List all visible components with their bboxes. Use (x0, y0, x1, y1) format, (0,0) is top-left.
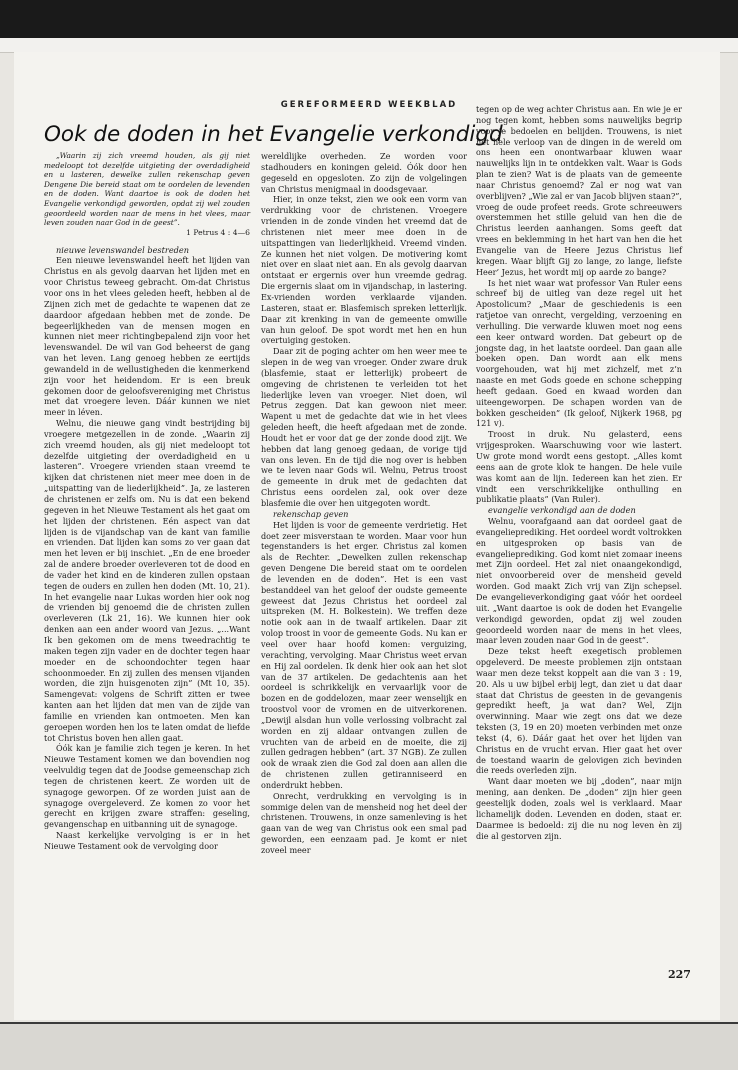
paragraph: wereldlijke overheden. Ze worden voor stadhouders en koningen geleid. Óók door hen gegeseld en opgesloten. Zo zijn de volgelingen van Christus menigmaal in doodsgevaar. (261, 151, 467, 194)
column-2 (261, 151, 467, 856)
scan-border-top (0, 0, 738, 38)
paragraph: Onrecht, verdrukking en vervolging is in sommige delen van de mensheid nog het deel der christenen. Trouwens, in onze samenleving is het gaan van de weg van Christus ook een smal pad geworden, een eenzaam pad. Je komt er niet zoveel meer (261, 790, 467, 855)
paragraph: Het lijden is voor de gemeente verdrietig. Het doet zeer misverstaan te worden. Maar voor hun tegenstanders is het erger. Christus zal komen als de Rechter. „Dewelken zullen rekenschap geven Dengene Die bereid staat om te oordelen de levenden en de doden”. Het is een vast bestanddeel van het geloof der oudste gemeente geweest dat Jezus Christus het oordeel zal uitspreken (M. H. Bolkestein). We treffen deze notie ook aan in de twaalf artikelen. Daar zit volop troost in voor de gemeente Gods. Nu kan er veel over haar hoofd komen: verguizing, verachting, vervolging. Maar Christus weet ervan en Hij zal oordelen. Ik denk hier ook aan het slot van de 37 artikelen. De gedachtenis aan het oordeel is schrikkelijk en vervaarlijk voor de bozen en de goddelozen, maar zeer wenselijk en troostvol voor de vromen en de uitverkorenen. „Dewijl alsdan hun volle verlossing volbracht zal worden en zij aldaar ontvangen zullen de vruchten van de arbeid en de moeite, die zij zullen gedragen hebben” (art. 37 NGB). Ze zullen ook de wraak zien die God zal doen aan allen die de christenen zullen getiranniseerd en onderdrukt hebben. (261, 519, 467, 790)
subheading: evangelie verkondigd aan de doden (488, 505, 636, 516)
paragraph: Is het niet waar wat professor Van Ruler eens schreef bij de uitleg van deze regel uit het Apostolicum? „Maar de geschiedenis is een ratjetoe van onrecht, vergelding, verzoening en verhulling. Die verwarde kluwen moet nog eens een keer ontward worden. Dat gebeurt op de jongste dag, in het laatste oordeel. Dan gaan alle boeken open. Dan wordt aan elk mens voorgehouden, wat hij met zichzelf, met z’n naaste en met Gods goede en schone schepping heeft gedaan. Goed en kwaad worden dan uiteengeworpen. De schapen worden van de bokken gescheiden” (Ik geloof, Nijkerk 1968, pg 121 v). (476, 277, 682, 429)
paragraph: Welnu, voorafgaand aan dat oordeel gaat de evangelieprediking. Het oordeel wordt voltrokken en uitgesproken op basis van de evangelieprediking. God komt niet zomaar ineens met Zijn oordeel. Het zal niet onaangekondigd, niet onvoorbereid over de mensheid geveld worden. God maakt Zich vrij van Zijn schepsel. De evangelieverkondiging gaat vóór het oordeel uit. „Want daartoe is ook de doden het Evangelie verkondigd geworden, opdat zij wel zouden geoordeeld worden naar de mens in het vlees, maar leven zouden naar God in de geest”. (476, 516, 682, 646)
paragraph: Welnu, die nieuwe gang vindt bestrijding bij vroegere metgezellen in de zonde. „Waarin zij zich vreemd houden, als gij niet medeloopt tot dezelfde uitgieting der overdadigheid en u lasteren”. Vroegere vrienden staan vreemd te kijken dat christenen niet meer mee doen in de „uitspatting van de liederlijkheid”. Ja, ze lasteren de christenen er zelfs om. Nu is dat een bekend gegeven in het Nieuwe Testament als het gaat om het lijden der christenen. Eén aspect van dat lijden is de vijandschap van de kant van familie en vrienden. Dat lijden kan soms zo ver gaan dat men het leven er bij inschiet. „En de ene broeder zal de andere broeder overleveren tot de dood en de vader het kind en de kinderen zullen opstaan tegen de ouders en zullen hen doden (Mt. 10, 21). In het evangelie naar Lukas worden hier ook nog de vrienden bij genoemd die de christen zullen overleveren (Lk 21, 16). We kunnen hier ook denken aan een ander woord van Jezus. „...Want Ik ben gekomen om de mens tweedrachtig te maken tegen zijn vader en de dochter tegen haar moeder en de schoondochter tegen haar schoonmoeder. En zij zullen des mensen vijanden worden, die zijn huisgenoten zijn” (Mt 10, 35). Samengevat: volgens de Schrift zitten er twee kanten aan het lijden dat men van de zijde van familie en vrienden kan ontmoeten. Men kan geroepen worden hen los te laten omdat de liefde tot Christus boven hen allen gaat. (44, 418, 250, 743)
epigraph-reference: 1 Petrus 4 : 4—6 (186, 227, 250, 237)
article-title: Ook de doden in het Evangelie verkondigd (44, 122, 503, 147)
epigraph: „Waarin zij zich vreemd houden, als gij niet medeloopt tot dezelfde uitgieting der overdadigheid en u lasteren, dewelke zullen rekenschap geven Dengene Die bereid staat om te oordelen de levenden en de doden. Want daartoe is ook de doden het Evangelie verkondigd geworden, opdat zij wel zouden geoordeeld worden naar de mens in het vlees, maar leven zouden naar God in de geest”. (44, 151, 250, 228)
running-head: GEREFORMEERD WEEKBLAD (280, 100, 458, 110)
column-1 (44, 151, 250, 852)
page-number: 227 (668, 968, 691, 981)
paragraph: Een nieuwe levenswandel heeft het lijden van Christus en als gevolg daarvan het lijden met en voor Christus teweeg gebracht. Om-dat Christus voor ons in het vlees geleden heeft, hebben al de Zijnen zich met de gedachte te wapenen dat ze daardoor afgedaan hebben met de zonde. De begeerlijkheden van de mensen mogen en kunnen niet meer richtingbepalend zijn voor het levenswandel. De wil van God beheerst de gang van het leven. Lang genoeg hebben ze eertijds gewandeld in de wellustigheden die kenmerkend zijn voor het heidendom. Er is een breuk gekomen door de geloofsvereniging met Christus met dat vroegere leven. Dáár kunnen we niet meer in léven. (44, 255, 250, 418)
paragraph: Daar zit de poging achter om hen weer mee te slepen in de weg van vroeger. Onder zware druk (blasfemie, staat er letterlijk) probeert de omgeving de christenen te verleiden tot het liederlijke leven van vroeger. Niet doen, wil Petrus zeggen. Dat kan gewoon niet meer. Wapent u met de gedachte dat wie in het vlees geleden heeft, die heeft afgedaan met de zonde. Houdt het er voor dat ge der zonde dood zijt. We hebben dat lang genoeg gedaan, de vorige tijd van ons leven. En de tijd die nog over is hebben we te leven naar Gods wil. Welnu, Petrus troost de gemeente in druk met de gedachten dat Christus eens oordelen zal, ook over deze blasfemie die over hen uitgegoten wordt. (261, 346, 467, 508)
paragraph: tegen op de weg achter Christus aan. En wie je er nog tegen komt, hebben soms nauwelijks begrip voor je bedoelen en belijden. Trouwens, is niet het hele verloop van de dingen in de wereld om ons heen een onontwarbaar kluwen waar nauwelijks lijn in te ontdekken valt. Waar is Gods plan te zien? Wat is de plaats van de gemeente naar Christus genoemd? Zal er nog wat van overblijven? „Wie zal er van Jacob blijven staan?”, vroeg de oude profeet reeds. Grote schreeuwers overstemmen het stille geluid van hen die de Christus leerden aanhangen. Soms geeft dat vrees en beklemming in het hart van hen die het Evangelie van de Heere Jezus Christus lief kregen. Waar blijft Gij zo lange, zo lange, liefste Heer’ Jezus, het wordt mij op aarde zo bange? (476, 104, 682, 277)
paragraph: Want daar moeten we bij „doden”, naar mijn mening, aan denken. De „doden” zijn hier geen geestelijk doden, zoals wel is verklaard. Maar lichamelijk doden. Levenden en doden, staat er. Daarmee is bedoeld: zij die nu nog leven èn zij die al gestorven zijn. (476, 776, 682, 841)
paragraph: Hier, in onze tekst, zien we ook een vorm van verdrukking voor de christenen. Vroegere vrienden in de zonde vinden het vreemd dat de christenen niet meer mee doen in de uitspattingen van liederlijkheid. Vreemd vinden. Ze kunnen het niet volgen. De motivering komt niet over en slaat niet aan. En als gevolg daarvan ontstaat er ergernis over hun vreemde gedrag. Die ergernis slaat om in vijandschap, in lastering. Ex-vrienden worden verklaarde vijanden. Lasteren, staat er. Blasfemisch spreken letterlijk. Daar zit krenking in van de gemeente omwille van hun geloof. De spot wordt met hen en hun overtuiging gestoken. (261, 194, 467, 346)
paragraph: Troost in druk. Nu gelasterd, eens vrijgesproken. Waarschuwing voor wie lastert. Uw grote mond wordt eens gestopt. „Alles komt eens aan de grote klok te hangen. De hele vuile was komt aan de lijn. Iedereen kan het zien. Er vindt een verschrikkelijke onthulling en publikatie plaats” (Van Ruler). (476, 429, 682, 505)
subheading: nieuwe levenswandel bestreden (56, 244, 190, 255)
paragraph: Óók kan je familie zich tegen je keren. In het Nieuwe Testament komen we dan bovendien nog veelvuldig tegen dat de Joodse gemeenschap zich tegen de christenen keert. Ze worden uit de synagoge geworpen. Of ze worden juist aan de synagoge overgeleverd. Ze komen zo voor het gerecht en krijgen zware straffen: geseling, gevangenschap en uitbanning uit de synagoge. (44, 743, 250, 830)
paragraph: Naast kerkelijke vervolging is er in het Nieuwe Testament ook de vervolging door (44, 830, 250, 851)
paper-edge (0, 38, 738, 53)
column-3 (476, 104, 682, 841)
subheading: rekenschap geven (273, 508, 349, 519)
scan-border-bottom (0, 1022, 738, 1070)
paragraph: Deze tekst heeft exegetisch problemen opgeleverd. De meeste problemen zijn ontstaan waar men deze tekst koppelt aan die van 3 : 19, 20. Als u uw bijbel erbij legt, dan ziet u dat daar staat dat Christus de geesten in de gevangenis gepredikt heeft, ja wat dan? Wel, Zijn overwinning. Maar wie zegt ons dat we deze teksten (3, 19 en 20) moeten verbinden met onze tekst (4, 6). Dáár gaat het over het lijden van Christus en de vrucht ervan. Hier gaat het over de toestand waarin de gelovigen zich bevinden die reeds overleden zijn. (476, 646, 682, 776)
